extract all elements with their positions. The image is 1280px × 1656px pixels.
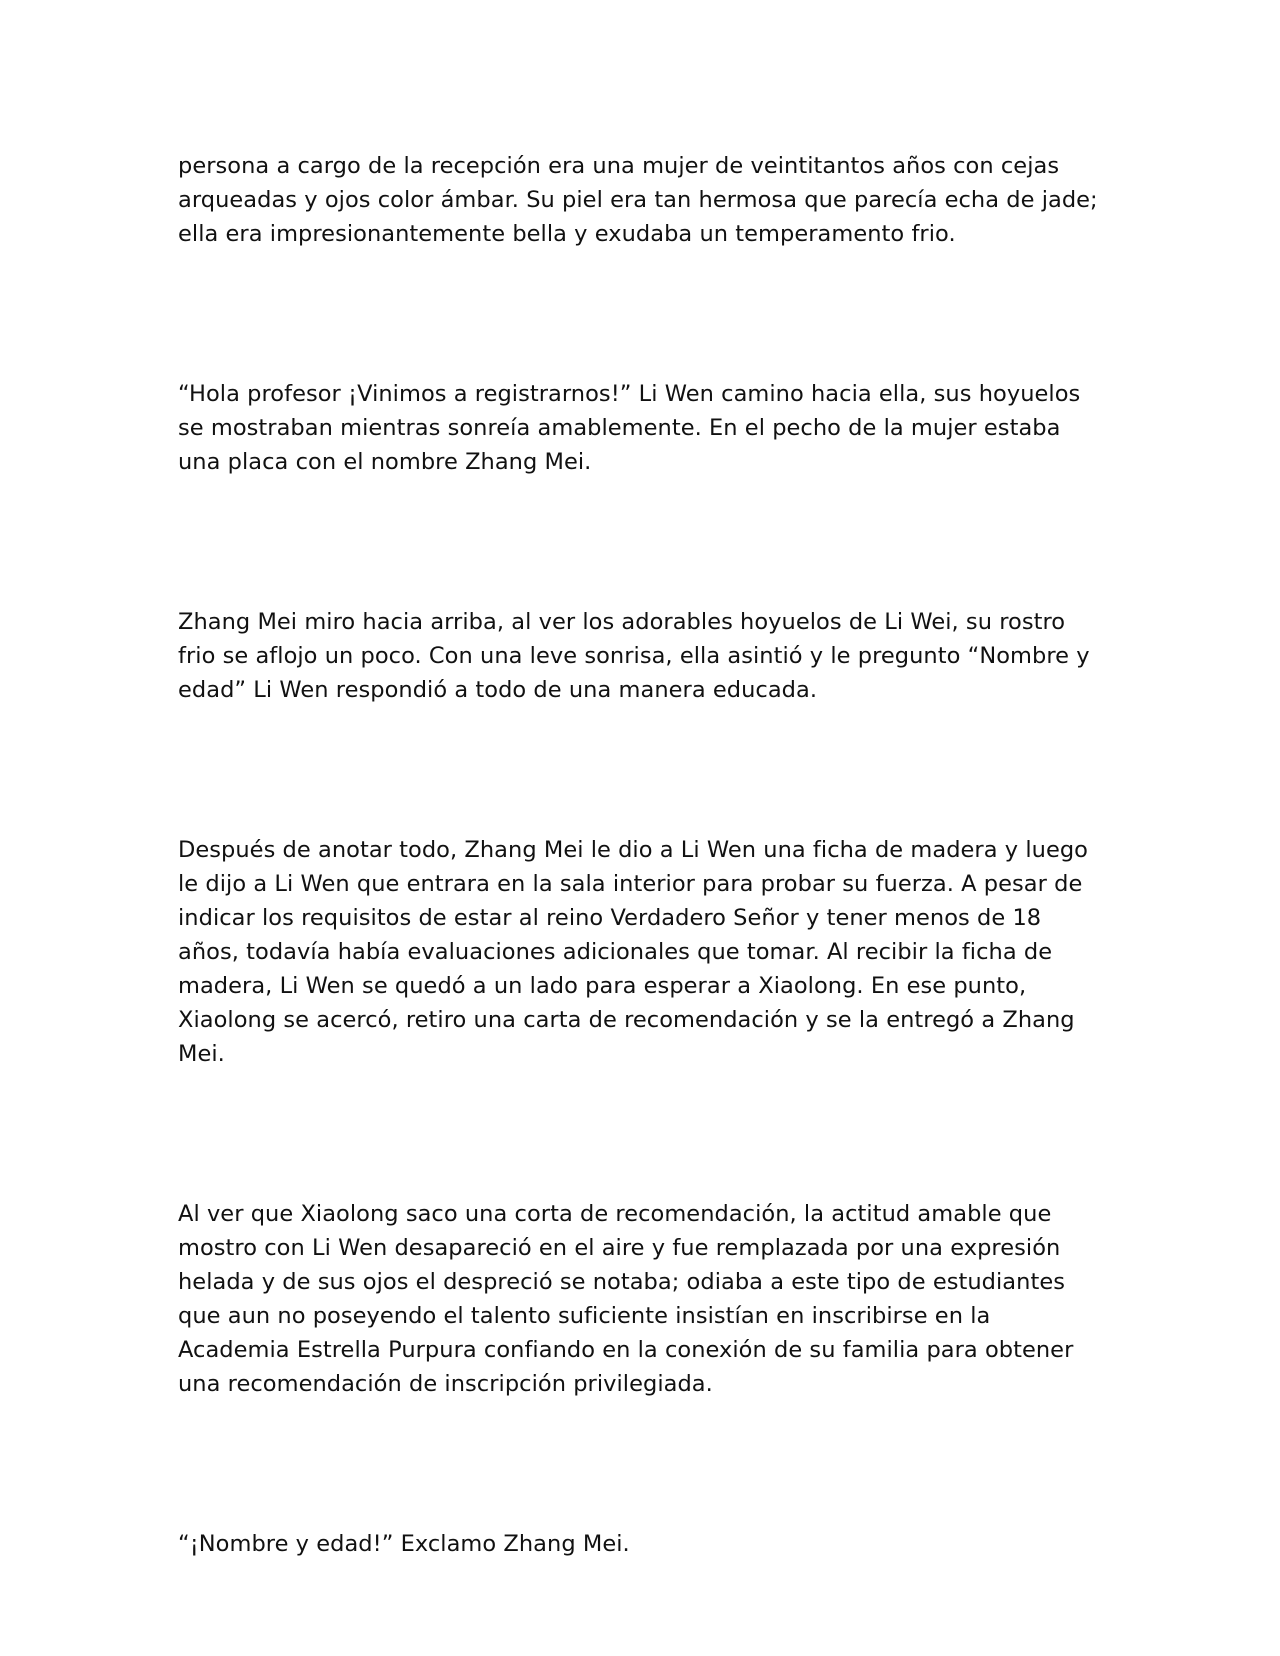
paragraph: “Hola profesor ¡Vinimos a registrarnos!” Li Wen camino hacia ella, sus hoyuelos se mostraban mientras sonreía amablemente. En el pecho de la mujer estaba una placa con el nombre Zhang Mei. [178,381,1081,475]
paragraph: Después de anotar todo, Zhang Mei le dio a Li Wen una ficha de madera y luego le dijo a Li Wen que entrara en la sala interior para probar su fuerza. A pesar de indicar los requisitos de estar al reino Verdadero Señor y tener menos de 18 años, todavía había evaluaciones adicionales que tomar. Al recibir la ficha de madera, Li Wen se quedó a un lado para esperar a Xiaolong. En ese punto, Xiaolong se acercó, retiro una carta de recomendación y se la entregó a Zhang Mei. [178,837,1088,1067]
paragraph: Zhang Mei miro hacia arriba, al ver los adorables hoyuelos de Li Wei, su rostro frio se aflojo un poco. Con una leve sonrisa, ella asintió y le pregunto “Nombre y edad” Li Wen respondió a todo de una manera educada. [178,609,1090,703]
paragraph: “¡Nombre y edad!” Exclamo Zhang Mei. [178,1531,630,1557]
document-body [178,149,1108,1561]
paragraph: Al ver que Xiaolong saco una corta de recomendación, la actitud amable que mostro con Li Wen desapareció en el aire y fue remplazada por una expresión helada y de sus ojos el despreció se notaba; odiaba a este tipo de estudiantes que aun no poseyendo el talento suficiente insistían en inscribirse en la Academia Estrella Purpura confiando en la conexión de su familia para obtener una recomendación de inscripción privilegiada. [178,1201,1074,1397]
paragraph: persona a cargo de la recepción era una mujer de veintitantos años con cejas arqueadas y ojos color ámbar. Su piel era tan hermosa que parecía echa de jade; ella era impresionantemente bella y exudaba un temperamento frio. [178,153,1098,247]
